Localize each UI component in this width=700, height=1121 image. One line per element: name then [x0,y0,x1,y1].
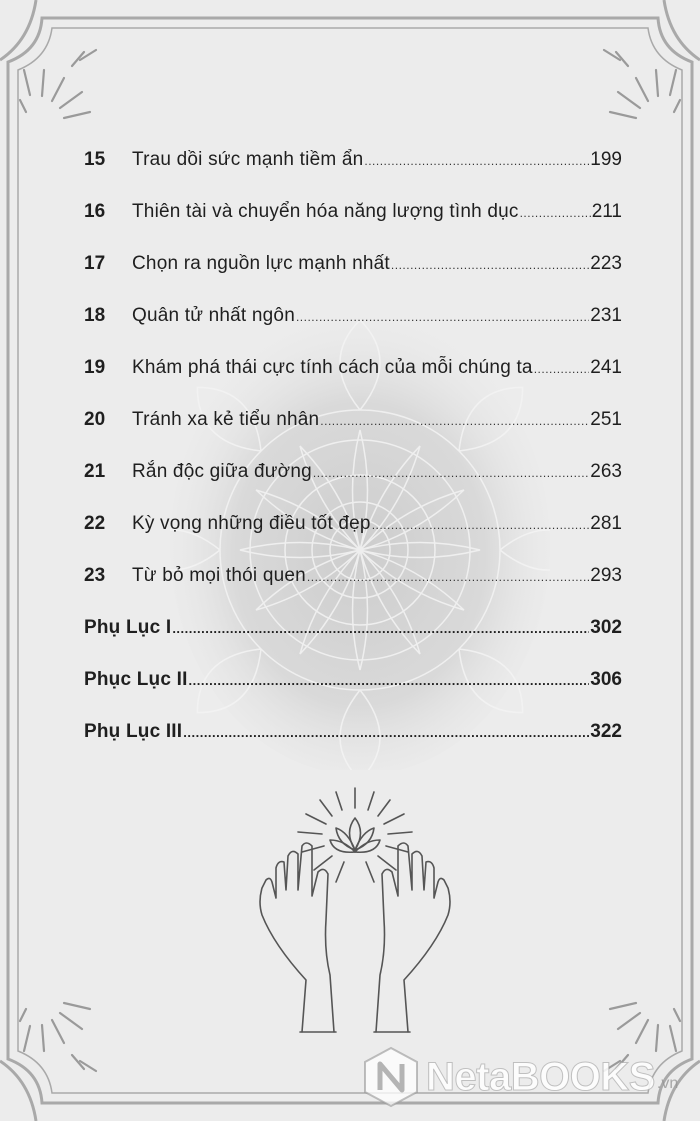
chapter-title: Quân tử nhất ngôn [132,305,295,326]
toc-entry[interactable] [84,504,622,556]
chapter-title: Từ bỏ mọi thói quen [132,565,306,586]
page-number: 241 [590,357,622,378]
chapter-title: Khám phá thái cực tính cách của mỗi chúng ta [132,357,533,378]
watermark-brand: NetaBOOKS [426,1054,655,1099]
dot-leader [172,609,589,649]
dot-leader [372,505,590,545]
chapter-title: Tránh xa kẻ tiểu nhân [132,409,320,430]
dot-leader [364,141,589,181]
dot-leader [520,193,591,233]
dot-leader [296,297,589,337]
page-number: 231 [590,305,622,326]
chapter-number: 18 [84,305,106,326]
chapter-title: Trau dồi sức mạnh tiềm ẩn [132,149,364,170]
chapter-title: Chọn ra nguồn lực mạnh nhất [132,253,390,274]
page-number: 293 [590,565,622,586]
page-number: 251 [590,409,622,430]
toc-entry[interactable] [84,400,622,452]
toc-entry[interactable] [84,244,622,296]
page-number: 223 [590,253,622,274]
page-number: 306 [590,669,622,690]
toc-appendix[interactable] [84,660,622,712]
chapter-title: Thiên tài và chuyển hóa năng lượng tình dục [132,201,519,222]
toc-entry[interactable] [84,192,622,244]
appendix-title: Phụ Lục III [84,721,183,742]
page-number: 302 [590,617,622,638]
chapter-number: 16 [84,201,106,222]
chapter-number: 23 [84,565,106,586]
hands-holding-lotus-icon [240,770,470,1040]
appendix-title: Phụ Lục I [84,617,172,638]
toc-appendix[interactable] [84,712,622,764]
chapter-title: Rắn độc giữa đường [132,461,312,482]
chapter-number: 21 [84,461,106,482]
netabooks-watermark [362,1042,692,1112]
chapter-number: 20 [84,409,106,430]
toc-entry[interactable] [84,556,622,608]
page-number: 211 [591,201,622,222]
dot-leader [391,245,589,285]
netabooks-logo-icon [362,1046,420,1108]
chapter-number: 17 [84,253,106,274]
chapter-number: 19 [84,357,106,378]
appendix-title: Phục Lục II [84,669,188,690]
dot-leader [307,557,589,597]
dot-leader [320,401,589,441]
table-of-contents [84,140,622,764]
page-number: 281 [590,513,622,534]
toc-appendix[interactable] [84,608,622,660]
dot-leader [183,713,589,753]
toc-entry[interactable] [84,140,622,192]
page-number: 322 [590,721,622,742]
toc-entry[interactable] [84,348,622,400]
dot-leader [313,453,589,493]
dot-leader [534,349,590,389]
chapter-number: 15 [84,149,106,170]
chapter-title: Kỳ vọng những điều tốt đẹp [132,513,371,534]
toc-entry[interactable] [84,296,622,348]
watermark-suffix: .vn [656,1075,679,1092]
chapter-number: 22 [84,513,106,534]
page-number: 263 [590,461,622,482]
toc-entry[interactable] [84,452,622,504]
dot-leader [189,661,590,701]
page-number: 199 [590,149,622,170]
